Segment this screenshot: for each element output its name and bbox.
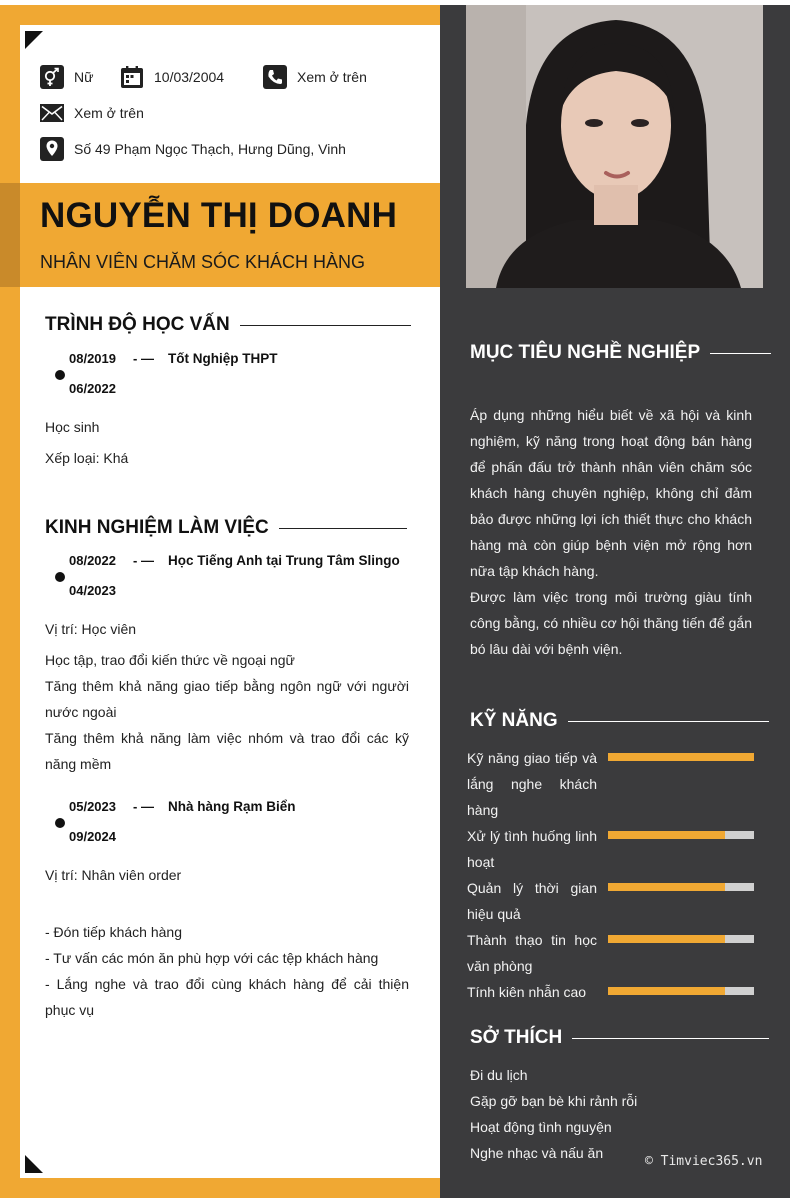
experience-start-date: 08/2022 [69, 553, 116, 568]
profile-photo [466, 5, 763, 288]
experience-position: Vị trí: Nhân viên order [45, 867, 182, 883]
skill-bar-fill [608, 753, 754, 761]
experience-end-date: 09/2024 [69, 829, 116, 844]
education-title: Tốt Nghiệp THPT [168, 351, 278, 366]
skills-heading-rule [568, 721, 769, 722]
skill-bar [608, 987, 754, 995]
contact-gender [40, 65, 93, 89]
skill-name: Quản lý thời gian hiệu quả [467, 880, 597, 922]
corner-decoration-top [25, 31, 43, 49]
candidate-name: NGUYỄN THỊ DOANH [40, 196, 398, 235]
skills-heading-text: KỸ NĂNG [470, 710, 558, 731]
hobbies-heading-rule [572, 1038, 769, 1039]
objective-heading [470, 342, 771, 364]
hobby-item: Đi du lịch [470, 1067, 528, 1083]
education-heading [45, 314, 411, 336]
experience-desc-line: Tăng thêm khả năng làm việc nhóm và trao đổi các kỹ năng mềm [45, 730, 409, 772]
banner-shade [0, 183, 20, 287]
experience-start-date: 05/2023 [69, 799, 116, 814]
timeline-dot [55, 572, 65, 582]
skill-bar-fill [608, 987, 725, 995]
contact-phone [263, 65, 367, 89]
education-heading-text: TRÌNH ĐỘ HỌC VẤN [45, 314, 230, 335]
gender-value: Nữ [74, 69, 94, 85]
corner-decoration-bottom [25, 1155, 43, 1173]
skills-heading [470, 710, 769, 732]
skill-bar-fill [608, 831, 725, 839]
experience-desc-line: Tăng thêm khả năng giao tiếp bằng ngôn ngữ với người nước ngoài [45, 678, 409, 720]
contact-email [40, 101, 144, 125]
candidate-role: NHÂN VIÊN CHĂM SÓC KHÁCH HÀNG [40, 252, 366, 272]
skill-bar [608, 753, 754, 761]
timeline-dash: - — [133, 553, 154, 568]
phone-value: Xem ở trên [297, 69, 367, 85]
hobbies-heading [470, 1027, 769, 1049]
calendar-icon [120, 65, 144, 89]
experience-title: Học Tiếng Anh tại Trung Tâm Slingo [168, 553, 400, 568]
skill-bar [608, 831, 754, 839]
skill-name: Xử lý tình huống linh hoạt [467, 828, 597, 870]
experience-heading-rule [279, 528, 407, 529]
watermark: © Timviec365.vn [645, 1154, 763, 1169]
experience-position: Vị trí: Học viên [45, 621, 137, 637]
skill-bar-fill [608, 935, 725, 943]
experience-heading-text: KINH NGHIỆM LÀM VIỆC [45, 517, 269, 538]
gender-icon [40, 65, 64, 89]
experience-title: Nhà hàng Rạm Biển [168, 799, 296, 814]
education-start-date: 08/2019 [69, 351, 116, 366]
timeline-dash: - — [133, 351, 154, 366]
hobby-item: Gặp gỡ bạn bè khi rảnh rỗi [470, 1093, 638, 1109]
hobby-item: Nghe nhạc và nấu ăn [470, 1145, 604, 1161]
experience-desc-line: - Đón tiếp khách hàng [45, 924, 182, 940]
objective-heading-text: MỤC TIÊU NGHỀ NGHIỆP [470, 342, 701, 363]
skill-bar [608, 883, 754, 891]
skill-name: Tính kiên nhẫn cao [467, 984, 587, 1000]
skill-bar-fill [608, 883, 725, 891]
hobbies-heading-text: SỞ THÍCH [470, 1027, 563, 1048]
contact-birthdate [120, 65, 224, 89]
timeline-dot [55, 818, 65, 828]
contact-address [40, 137, 346, 161]
education-heading-rule [240, 325, 411, 326]
objective-heading-rule [710, 353, 771, 354]
experience-end-date: 04/2023 [69, 583, 116, 598]
experience-heading [45, 517, 407, 539]
experience-desc-line: - Tư vấn các món ăn phù hợp với các tệp khách hàng [45, 950, 379, 966]
location-icon [40, 137, 64, 161]
profile-photo-illustration [466, 5, 763, 288]
objective-paragraph: Áp dụng những hiểu biết về xã hội và kinh nghiệm, kỹ năng trong hoạt động bán hàng để phấn đấu trở thành nhân viên chăm sóc khách hàng chuyên nghiệp, không chỉ đảm bảo được những lợi ích thiết thực cho khách hàng mà còn giúp bệnh viện mở rộng hơn nữa tập khách hàng. [470, 407, 752, 579]
hobby-item: Hoạt động tình nguyện [470, 1119, 612, 1135]
education-line: Học sinh [45, 419, 100, 435]
email-icon [40, 101, 64, 125]
experience-desc-line: Học tập, trao đổi kiến thức về ngoại ngữ [45, 652, 295, 668]
education-end-date: 06/2022 [69, 381, 116, 396]
phone-icon [263, 65, 287, 89]
timeline-dash: - — [133, 799, 154, 814]
skill-name: Kỹ năng giao tiếp và lắng nghe khách hàng [467, 750, 597, 818]
experience-desc-line: - Lắng nghe và trao đổi cùng khách hàng để cải thiện phục vụ [45, 976, 409, 1018]
education-line: Xếp loại: Khá [45, 450, 129, 466]
timeline-dot [55, 370, 65, 380]
skill-name: Thành thạo tin học văn phòng [467, 932, 597, 974]
email-value: Xem ở trên [74, 105, 144, 121]
skill-bar [608, 935, 754, 943]
birthdate-value: 10/03/2004 [154, 69, 225, 85]
address-value: Số 49 Phạm Ngọc Thạch, Hưng Dũng, Vinh [74, 141, 346, 157]
objective-paragraph: Được làm việc trong môi trường giàu tính công bằng, có nhiều cơ hội thăng tiến để gắn bó lâu dài với bệnh viện. [470, 589, 752, 657]
